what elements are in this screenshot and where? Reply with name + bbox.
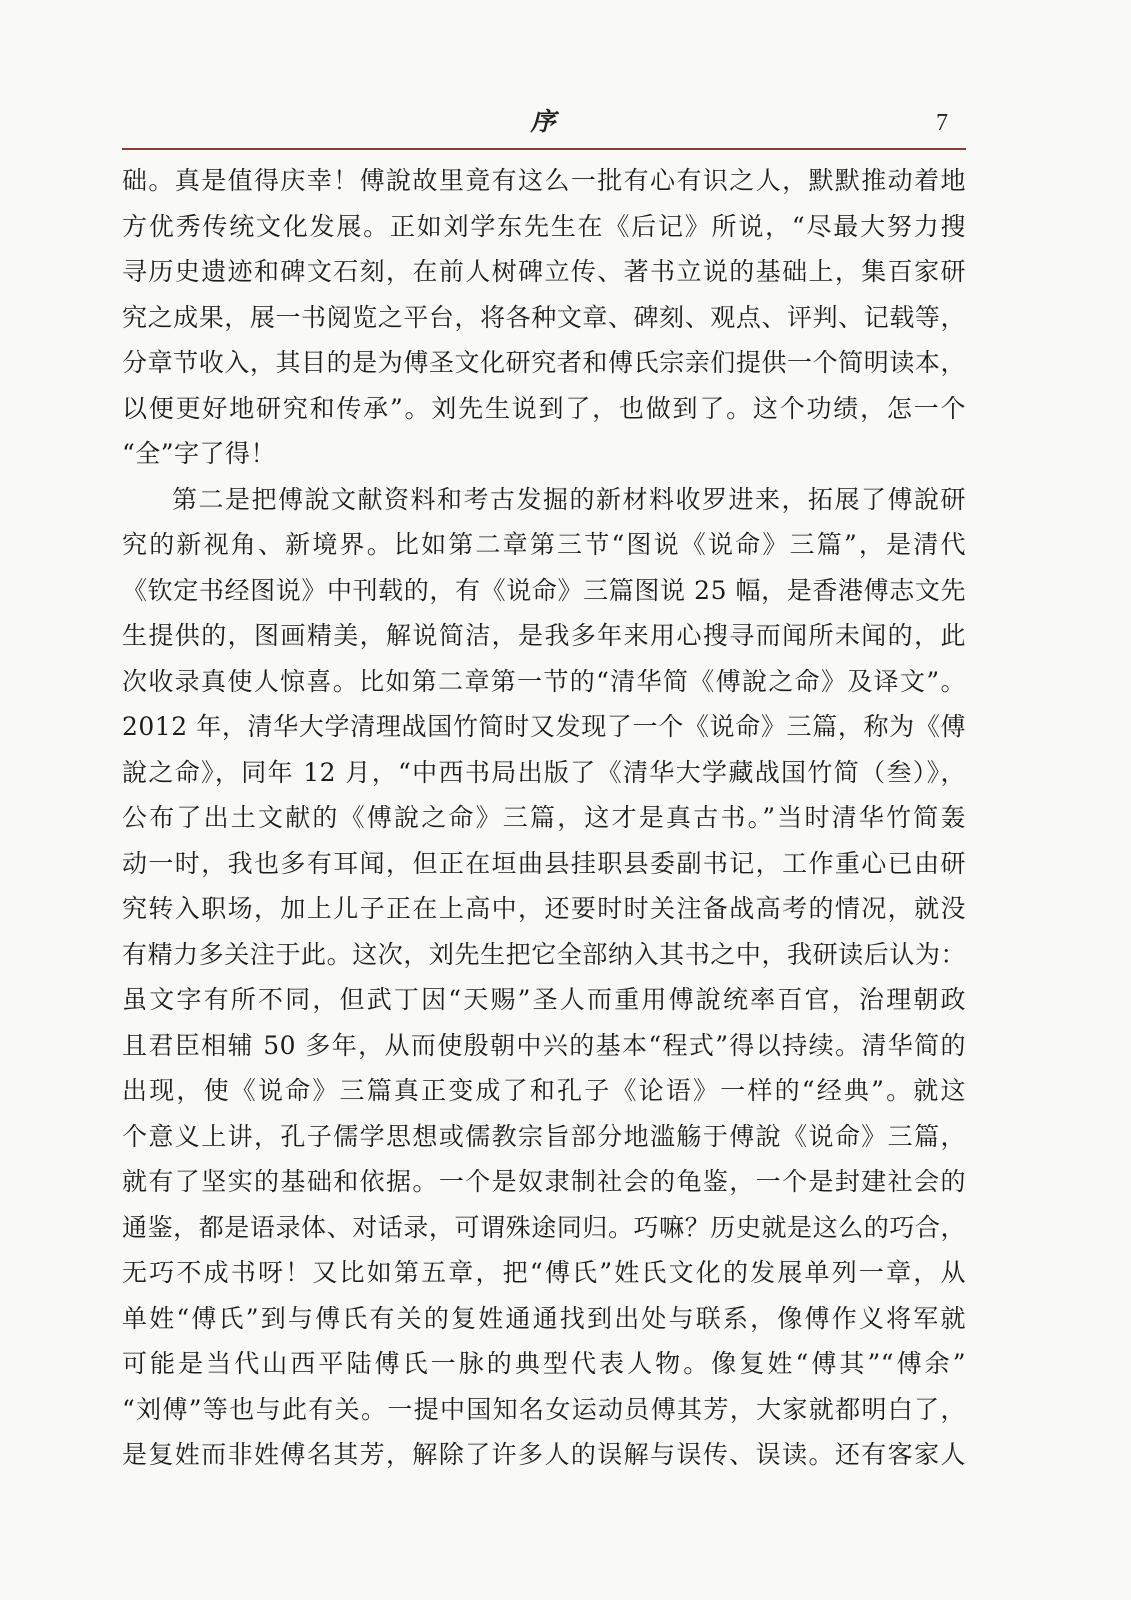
page-number: 7 (936, 110, 948, 136)
text-line: “刘傅”等也与此有关。一提中国知名女运动员傅其芳，大家就都明白了， (122, 1394, 966, 1424)
text-line: 《钦定书经图说》中刊载的，有《说命》三篇图说 25 幅，是香港傅志文先 (122, 575, 966, 605)
text-line: 就有了坚实的基础和依据。一个是奴隶制社会的龟鉴，一个是封建社会的 (122, 1167, 966, 1196)
text-line: 究之成果，展一书阅览之平台，将各种文章、碑刻、观点、评判、记载等， (122, 302, 966, 332)
text-line: 无巧不成书呀！又比如第五章，把“傅氏”姓氏文化的发展单列一章，从 (122, 1258, 966, 1287)
running-title: 序 (530, 107, 558, 136)
text-line: 究转入职场，加上儿子正在上高中，还要时时关注备战高考的情况，就没 (122, 894, 966, 923)
text-line: 說之命》，同年 12 月，“中西书局出版了《清华大学藏战国竹简（叁）》， (122, 757, 966, 787)
text-line: 可能是当代山西平陆傅氏一脉的典型代表人物。像复姓“傅其”“傅余” (122, 1349, 966, 1378)
text-line: 究的新视角、新境界。比如第二章第三节“图说《说命》三篇”，是清代 (122, 530, 966, 559)
text-line: 通鉴，都是语录体、对话录，可谓殊途同归。巧嘛？历史就是这么的巧合， (122, 1212, 966, 1242)
text-line: 分章节收入，其目的是为傅圣文化研究者和傅氏宗亲们提供一个简明读本， (122, 348, 966, 377)
running-header (122, 98, 966, 144)
text-line: 有精力多关注于此。这次，刘先生把它全部纳入其书之中，我研读后认为： (122, 939, 966, 969)
text-line: 是复姓而非姓傅名其芳，解除了许多人的误解与误传、误读。还有客家人 (122, 1440, 966, 1469)
text-line: 础。真是值得庆幸！傅說故里竟有这么一批有心有识之人，默默推动着地 (122, 166, 966, 195)
text-line: 虽文字有所不同，但武丁因“天赐”圣人而重用傅說统率百官，治理朝政 (122, 985, 966, 1014)
text-line: 出现，使《说命》三篇真正变成了和孔子《论语》一样的“经典”。就这 (122, 1076, 966, 1105)
text-line: 单姓“傅氏”到与傅氏有关的复姓通通找到出处与联系，像傅作义将军就 (122, 1303, 966, 1333)
text-line: 次收录真使人惊喜。比如第二章第一节的“清华简《傅說之命》及译文”。 (122, 666, 966, 696)
text-line: 生提供的，图画精美，解说简洁，是我多年来用心搜寻而闻所未闻的，此 (122, 621, 966, 650)
text-line: 寻历史遗迹和碑文石刻，在前人树碑立传、著书立说的基础上，集百家研 (122, 257, 966, 286)
header-rule (122, 148, 966, 150)
text-line: 个意义上讲，孔子儒学思想或儒教宗旨部分地滥觞于傅說《说命》三篇， (122, 1121, 966, 1151)
text-line: 以便更好地研究和传承”。刘先生说到了，也做到了。这个功绩，怎一个 (122, 393, 966, 423)
body-text (122, 158, 966, 1478)
text-line: 公布了出土文献的《傅說之命》三篇，这才是真古书。”当时清华竹简轰 (122, 803, 966, 832)
text-line: 且君臣相辅 50 多年，从而使殷朝中兴的基本“程式”得以持续。清华简的 (122, 1030, 966, 1060)
paragraph-first-line: 第二是把傅說文献资料和考古发掘的新材料收罗进来，拓展了傅說研 (172, 484, 966, 514)
text-line: 动一时，我也多有耳闻，但正在垣曲县挂职县委副书记，工作重心已由研 (122, 848, 966, 878)
text-line: “全”字了得！ (122, 439, 277, 468)
text-line: 方优秀传统文化发展。正如刘学东先生在《后记》所说，“尽最大努力搜 (122, 211, 966, 241)
text-line: 2012 年，清华大学清理战国竹简时又发现了一个《说命》三篇，称为《傅 (122, 712, 966, 741)
